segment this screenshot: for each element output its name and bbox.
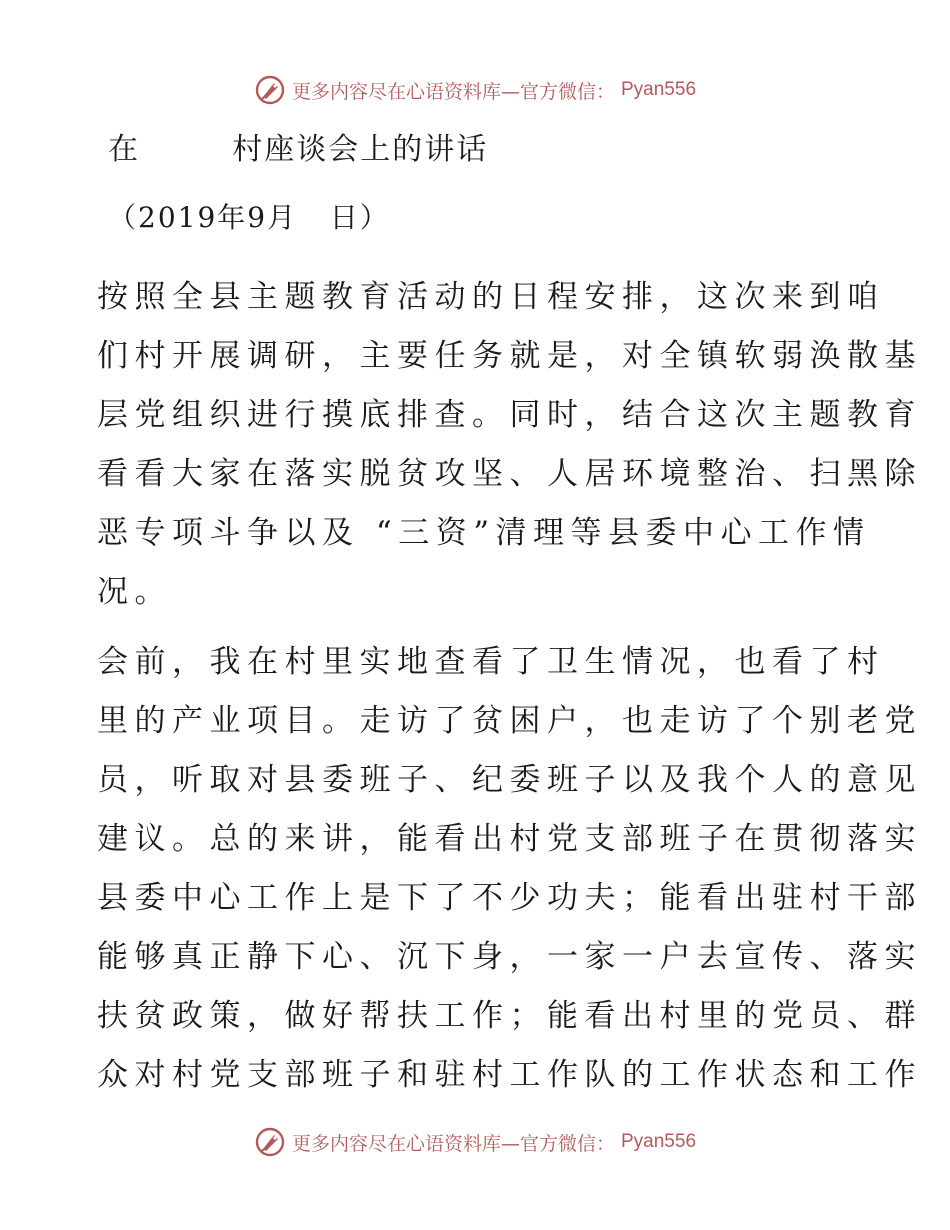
text-line: 扶贫政策，做好帮扶工作；能看出村里的党员、群 [97,998,922,1034]
pen-nib-logo-icon [254,1126,286,1158]
text-line: 众对村党支部班子和驻村工作队的工作状态和工作 [97,1057,922,1093]
text-line: 员，听取对县委班子、纪委班子以及我个人的意见 [97,762,922,798]
watermark-text: 更多内容尽在心语资料库—官方微信： [291,1132,615,1155]
watermark-wechat-id: Pyan556 [621,1131,697,1152]
document-title: 在 村座谈会上的讲话 [108,132,489,167]
paragraph-1 [97,268,922,622]
text-line: 建议。总的来讲，能看出村党支部班子在贯彻落实 [97,821,922,857]
document-body [97,268,922,1116]
text-line: 县委中心工作上是下了不少功夫；能看出驻村干部 [97,880,922,916]
header-watermark [0,70,950,110]
text-line: 层党组织进行摸底排查。同时，结合这次主题教育 [97,397,922,433]
watermark-wechat-id: Pyan556 [621,79,697,100]
text-line: 恶专项斗争以及 “三资”清理等县委中心工作情 [97,515,871,551]
text-line: 能够真正静下心、沉下身，一家一户去宣传、落实 [97,939,922,975]
document-date: （2019年9月 日） [108,201,390,234]
watermark-text: 更多内容尽在心语资料库—官方微信： [291,80,615,103]
text-line: 况。 [97,574,172,610]
footer-watermark [0,1122,950,1162]
pen-nib-logo-icon [254,74,286,106]
paragraph-2 [97,633,922,1105]
text-line: 里的产业项目。走访了贫困户，也走访了个别老党 [97,703,922,739]
text-line: 们村开展调研，主要任务就是，对全镇软弱涣散基 [97,338,922,374]
text-line: 按照全县主题教育活动的日程安排，这次来到咱 [97,279,885,315]
text-line: 会前，我在村里实地查看了卫生情况，也看了村 [97,644,885,680]
text-line: 看看大家在落实脱贫攻坚、人居环境整治、扫黑除 [97,456,922,492]
